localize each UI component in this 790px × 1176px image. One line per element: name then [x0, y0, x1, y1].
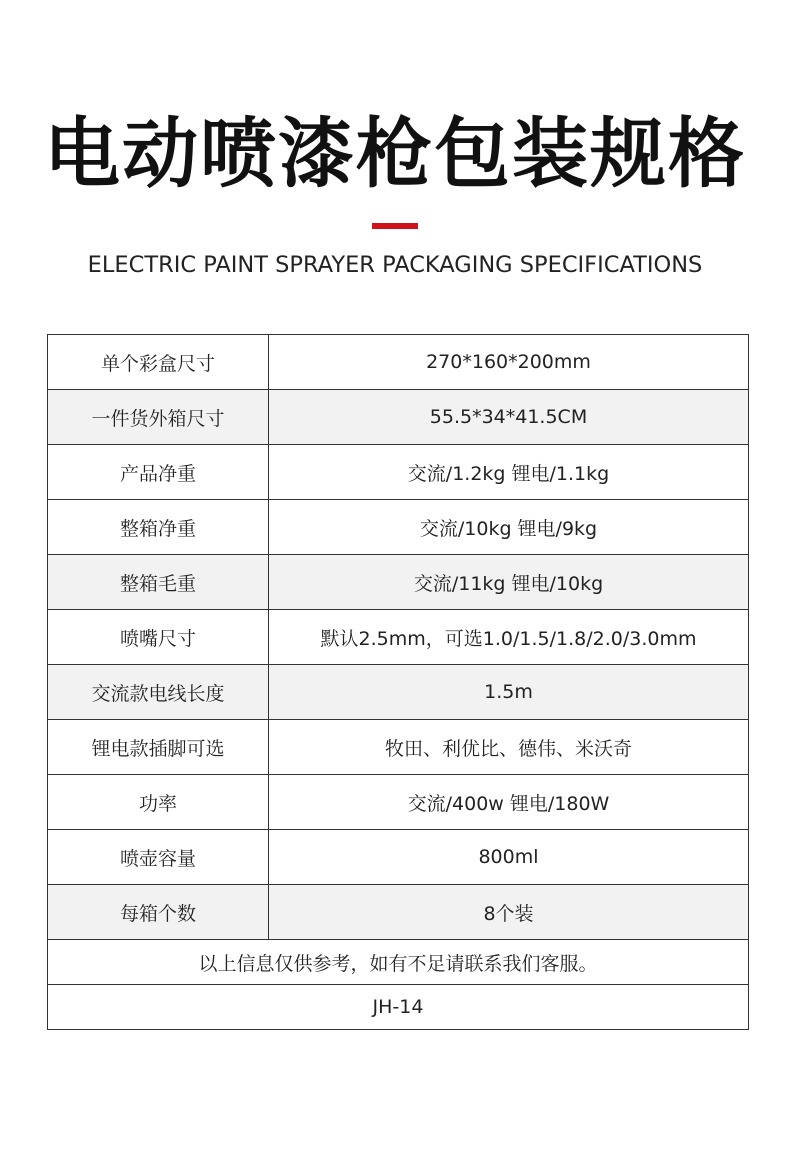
table-row — [48, 610, 749, 665]
table-note-row — [48, 940, 749, 985]
row-label: 喷壶容量 — [48, 830, 269, 885]
table-row — [48, 720, 749, 775]
row-value: 交流/10kg 锂电/9kg — [269, 500, 749, 555]
row-label: 功率 — [48, 775, 269, 830]
accent-bar — [372, 223, 418, 229]
row-label: 整箱净重 — [48, 500, 269, 555]
row-label: 整箱毛重 — [48, 555, 269, 610]
table-note: 以上信息仅供参考，如有不足请联系我们客服。 — [48, 940, 749, 985]
row-value: 270*160*200mm — [269, 335, 749, 390]
row-label: 锂电款插脚可选 — [48, 720, 269, 775]
row-label: 产品净重 — [48, 445, 269, 500]
row-value: 55.5*34*41.5CM — [269, 390, 749, 445]
row-value: 交流/400w 锂电/180W — [269, 775, 749, 830]
row-label: 每箱个数 — [48, 885, 269, 940]
table-row — [48, 445, 749, 500]
model-number: JH-14 — [48, 985, 749, 1030]
table-row — [48, 335, 749, 390]
row-label: 交流款电线长度 — [48, 665, 269, 720]
page-subtitle: ELECTRIC PAINT SPRAYER PACKAGING SPECIFICATIONS — [87, 252, 703, 278]
row-label: 单个彩盒尺寸 — [48, 335, 269, 390]
table-row — [48, 665, 749, 720]
row-value: 默认2.5mm，可选1.0/1.5/1.8/2.0/3.0mm — [269, 610, 749, 665]
table-row — [48, 500, 749, 555]
row-value: 800ml — [269, 830, 749, 885]
table-row — [48, 775, 749, 830]
table-row — [48, 885, 749, 940]
row-value: 交流/11kg 锂电/10kg — [269, 555, 749, 610]
row-value: 交流/1.2kg 锂电/1.1kg — [269, 445, 749, 500]
row-value: 1.5m — [269, 665, 749, 720]
table-model-row — [48, 985, 749, 1030]
page-title: 电动喷漆枪包装规格 — [44, 109, 746, 198]
table-row — [48, 390, 749, 445]
row-label: 一件货外箱尺寸 — [48, 390, 269, 445]
spec-table — [47, 334, 749, 1030]
table-row — [48, 555, 749, 610]
row-label: 喷嘴尺寸 — [48, 610, 269, 665]
row-value: 牧田、利优比、德伟、米沃奇 — [269, 720, 749, 775]
table-row — [48, 830, 749, 885]
row-value: 8个装 — [269, 885, 749, 940]
